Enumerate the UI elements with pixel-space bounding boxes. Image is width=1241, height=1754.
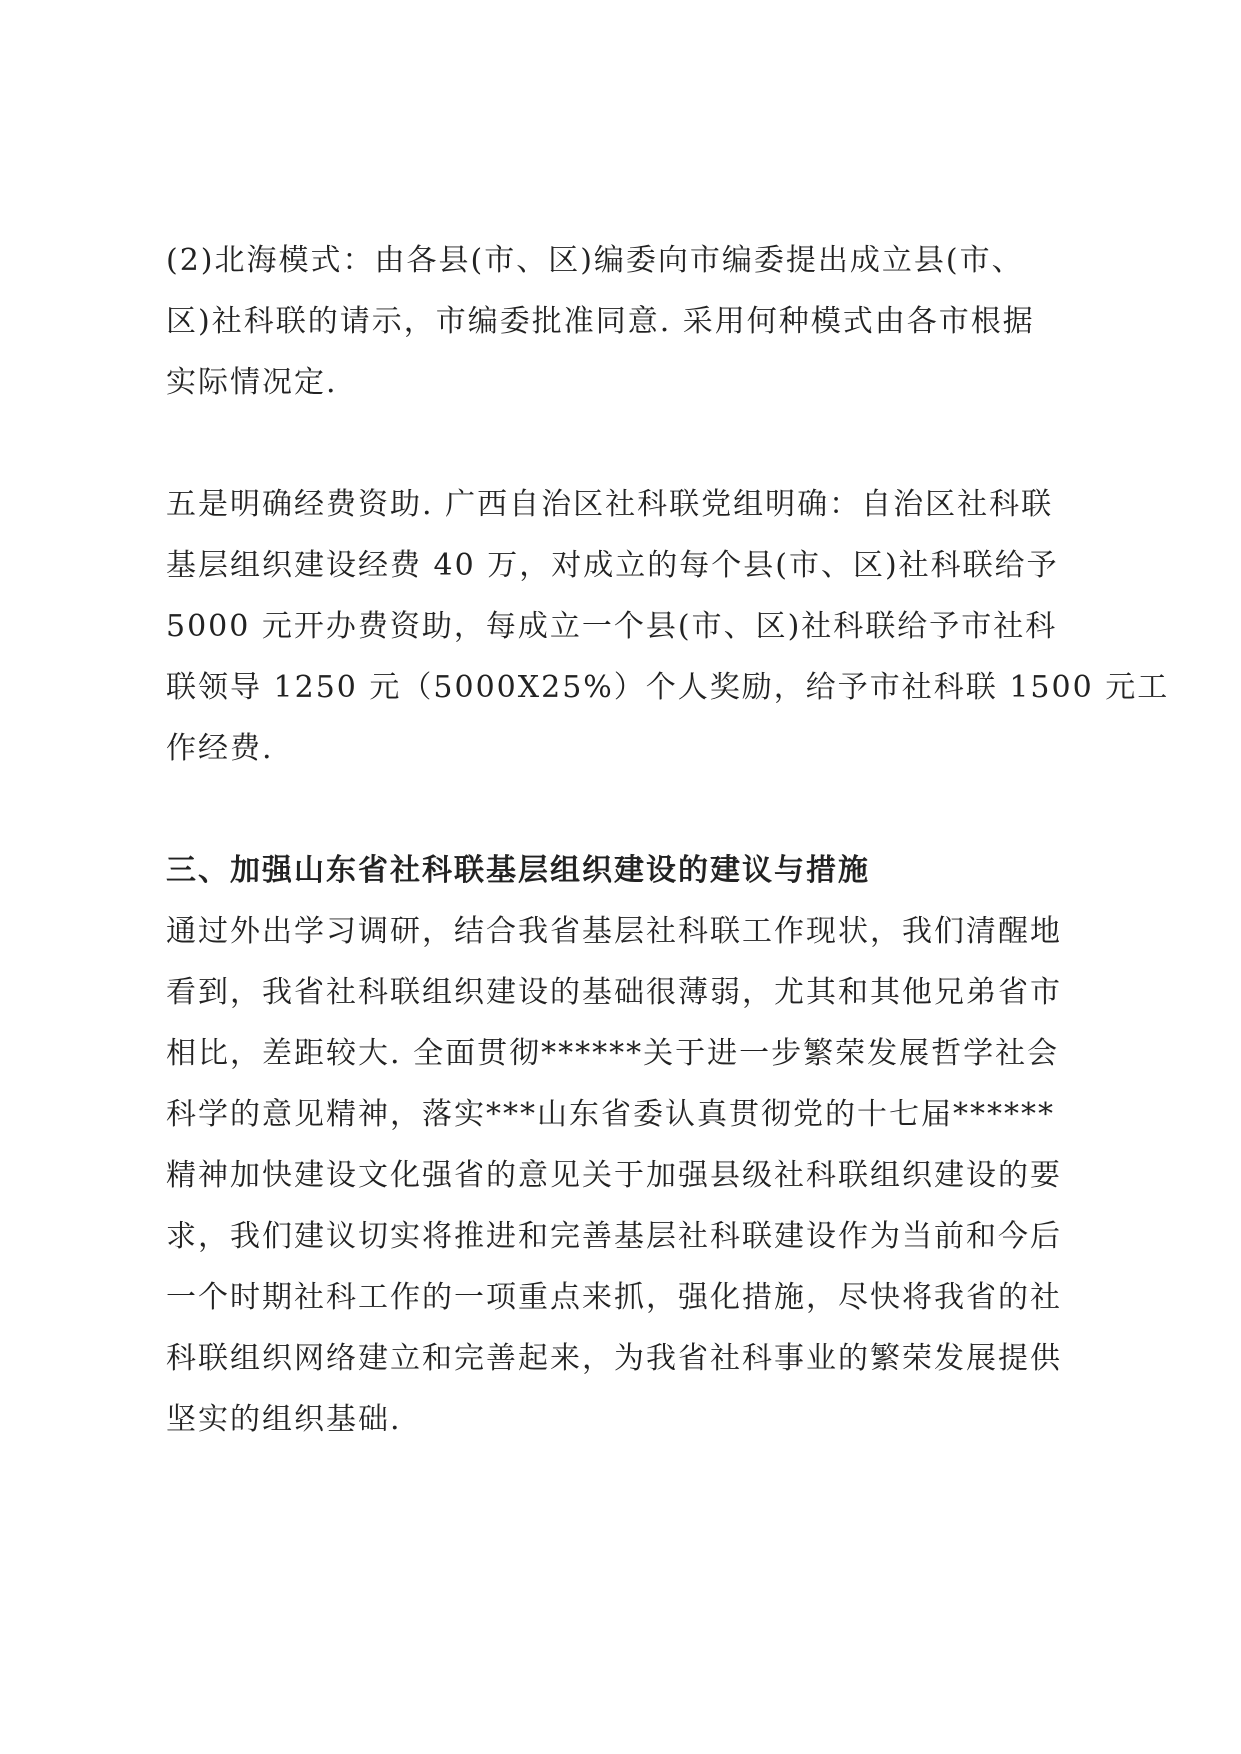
text-line: 作经费. (166, 731, 274, 766)
document-page (166, 230, 1170, 1450)
paragraph-beihai-model (166, 230, 1086, 413)
text-line: 看到，我省社科联组织建设的基础很薄弱，尤其和其他兄弟省市 (166, 975, 1062, 1010)
paragraph-spacer (166, 779, 1086, 840)
text-line: 坚实的组织基础. (166, 1402, 402, 1437)
text-line: 一个时期社科工作的一项重点来抓，强化措施，尽快将我省的社 (166, 1280, 1062, 1315)
text-line: 基层组织建设经费 40 万，对成立的每个县(市、区)社科联给予 (166, 548, 1059, 583)
text-line: 五是明确经费资助. 广西自治区社科联党组明确：自治区社科联 (166, 487, 1054, 522)
section-heading: 三、加强山东省社科联基层组织建设的建议与措施 (166, 853, 870, 888)
text-line: 区)社科联的请示，市编委批准同意. 采用何种模式由各市根据 (166, 304, 1035, 339)
text-line: 科联组织网络建立和完善起来，为我省社科事业的繁荣发展提供 (166, 1341, 1062, 1376)
text-line: 通过外出学习调研，结合我省基层社科联工作现状，我们清醒地 (166, 914, 1062, 949)
text-line: 相比，差距较大. 全面贯彻******关于进一步繁荣发展哲学社会 (166, 1036, 1060, 1071)
text-line: 联领导 1250 元（5000X25%）个人奖励，给予市社科联 1500 元工 (166, 670, 1170, 705)
text-line: (2)北海模式：由各县(市、区)编委向市编委提出成立县(市、 (166, 243, 1024, 278)
paragraph-spacer (166, 413, 1086, 474)
text-line: 精神加快建设文化强省的意见关于加强县级社科联组织建设的要 (166, 1158, 1062, 1193)
paragraph-recommendations (166, 901, 1086, 1450)
text-line: 科学的意见精神，落实***山东省委认真贯彻党的十七届****** (166, 1097, 1055, 1132)
text-line: 求，我们建议切实将推进和完善基层社科联建设作为当前和今后 (166, 1219, 1062, 1254)
paragraph-funding (166, 474, 1170, 779)
text-line: 实际情况定. (166, 365, 338, 400)
text-line: 5000 元开办费资助，每成立一个县(市、区)社科联给予市社科 (166, 609, 1058, 644)
